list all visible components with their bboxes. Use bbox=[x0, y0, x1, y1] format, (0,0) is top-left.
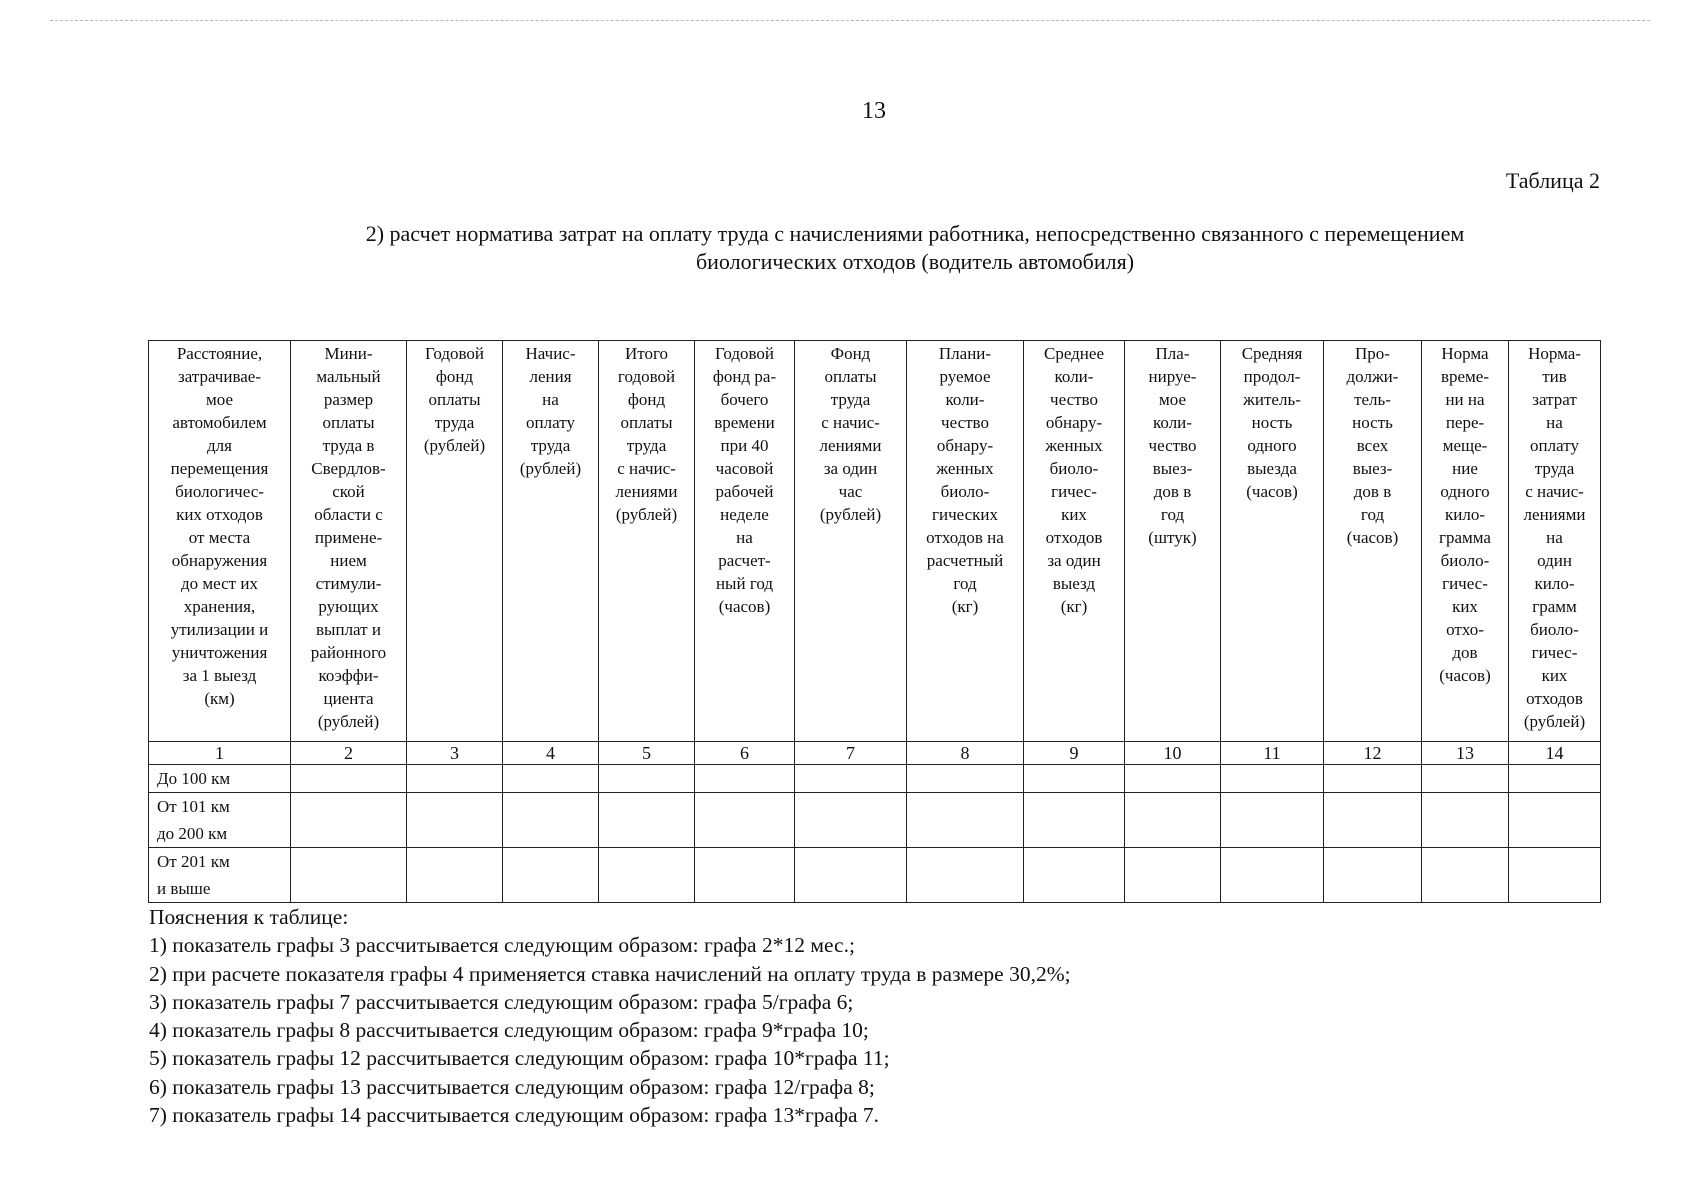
table-cell bbox=[1324, 793, 1422, 848]
table-cell bbox=[1024, 765, 1125, 793]
note-item: 4) показатель графы 8 рассчитывается следующим образом: графа 9*графа 10; bbox=[149, 1018, 869, 1043]
column-header-6: Годовой фонд ра- бочего времени при 40 часовой рабочей неделе на расчет- ный год (часов) bbox=[695, 341, 795, 742]
distance-cell bbox=[149, 848, 291, 903]
column-header-12: Про- должи- тель- ность всех выез- дов в год (часов) bbox=[1324, 341, 1422, 742]
column-header-2: Мини- мальный размер оплаты труда в Свердлов- ской области с примене- нием стимули- рующих выплат и районного коэффи- циента (рублей) bbox=[291, 341, 407, 742]
table-cell bbox=[1221, 765, 1324, 793]
note-item: 7) показатель графы 14 рассчитывается следующим образом: графа 13*графа 7. bbox=[149, 1103, 880, 1128]
column-number: 6 bbox=[695, 742, 795, 765]
column-number: 7 bbox=[795, 742, 907, 765]
note-item: 1) показатель графы 3 рассчитывается следующим образом: графа 2*12 мес.; bbox=[149, 933, 855, 958]
table-row bbox=[149, 848, 1601, 903]
table-cell bbox=[1422, 848, 1509, 903]
table-cell bbox=[795, 848, 907, 903]
column-number-row bbox=[149, 742, 1601, 765]
column-number: 2 bbox=[291, 742, 407, 765]
table-cell bbox=[1024, 793, 1125, 848]
table-cell bbox=[1324, 848, 1422, 903]
note-item: 3) показатель графы 7 рассчитывается следующим образом: графа 5/графа 6; bbox=[149, 989, 854, 1014]
table-cell bbox=[1509, 765, 1601, 793]
table-cell bbox=[407, 765, 503, 793]
table-cell bbox=[1509, 848, 1601, 903]
column-number: 12 bbox=[1324, 742, 1422, 765]
table-cell bbox=[1221, 793, 1324, 848]
column-number: 14 bbox=[1509, 742, 1601, 765]
document-title-line-2: биологических отходов (водитель автомобиля) bbox=[695, 249, 1135, 274]
table-cell bbox=[1024, 848, 1125, 903]
distance-label: От 101 км bbox=[157, 797, 230, 816]
table-cell bbox=[1324, 765, 1422, 793]
table-cell bbox=[291, 765, 407, 793]
note-item: 5) показатель графы 12 рассчитывается следующим образом: графа 10*графа 11; bbox=[149, 1046, 890, 1071]
distance-label-continued: и выше bbox=[157, 879, 211, 898]
column-number: 8 bbox=[907, 742, 1024, 765]
table-cell bbox=[599, 793, 695, 848]
distance-cell bbox=[149, 793, 291, 848]
table-cell bbox=[1125, 848, 1221, 903]
table-cell bbox=[907, 848, 1024, 903]
table-cell bbox=[291, 848, 407, 903]
column-number: 4 bbox=[503, 742, 599, 765]
table-notes bbox=[149, 903, 1599, 1129]
table-cell bbox=[1422, 765, 1509, 793]
column-header-5: Итого годовой фонд оплаты труда с начис- лениями (рублей) bbox=[599, 341, 695, 742]
table-cell bbox=[695, 793, 795, 848]
table-cell bbox=[907, 765, 1024, 793]
table-cell bbox=[795, 765, 907, 793]
notes-heading: Пояснения к таблице: bbox=[149, 905, 349, 929]
table-cell bbox=[407, 848, 503, 903]
table-cell bbox=[599, 765, 695, 793]
column-number: 1 bbox=[149, 742, 291, 765]
table-cell bbox=[1509, 793, 1601, 848]
table-cell bbox=[291, 793, 407, 848]
scan-artifact-line bbox=[50, 20, 1650, 21]
document-title bbox=[300, 220, 1530, 276]
column-header-10: Пла- нируе- мое коли- чество выез- дов в год (штук) bbox=[1125, 341, 1221, 742]
table-cell bbox=[407, 793, 503, 848]
column-number: 13 bbox=[1422, 742, 1509, 765]
column-number: 9 bbox=[1024, 742, 1125, 765]
column-number: 11 bbox=[1221, 742, 1324, 765]
norm-calculation-table bbox=[148, 340, 1601, 903]
distance-label: До 100 км bbox=[157, 769, 231, 788]
note-item: 2) при расчете показателя графы 4 применяется ставка начислений на оплату труда в размере 30,2%; bbox=[149, 961, 1071, 986]
distance-cell bbox=[149, 765, 291, 793]
table-cell bbox=[503, 765, 599, 793]
table-row bbox=[149, 793, 1601, 848]
table-cell bbox=[1125, 765, 1221, 793]
table-cell bbox=[795, 793, 907, 848]
distance-label-continued: до 200 км bbox=[157, 824, 228, 843]
header-row bbox=[149, 341, 1601, 742]
column-number: 5 bbox=[599, 742, 695, 765]
column-header-11: Средняя продол- житель- ность одного выезда (часов) bbox=[1221, 341, 1324, 742]
table-cell bbox=[503, 848, 599, 903]
table-row bbox=[149, 765, 1601, 793]
column-header-13: Норма време- ни на пере- меще- ние одного кило- грамма биоло- гичес- ких отхо- дов (часов) bbox=[1422, 341, 1509, 742]
column-header-1: Расстояние, затрачивае- мое автомобилем для перемещения биологичес- ких отходов от места обнаружения до мест их хранения, утилизации и уничтожения за 1 выезд (км) bbox=[149, 341, 291, 742]
page-number: 13 bbox=[862, 98, 886, 124]
note-item: 6) показатель графы 13 рассчитывается следующим образом: графа 12/графа 8; bbox=[149, 1074, 875, 1099]
column-header-4: Начис- ления на оплату труда (рублей) bbox=[503, 341, 599, 742]
table-cell bbox=[907, 793, 1024, 848]
document-title-line-1: 2) расчет норматива затрат на оплату труда с начислениями работника, непосредственно связанного с перемещением bbox=[365, 221, 1465, 246]
distance-label: От 201 км bbox=[157, 852, 230, 871]
table-cell bbox=[695, 848, 795, 903]
column-header-8: Плани- руемое коли- чество обнару- женных биоло- гических отходов на расчетный год (кг) bbox=[907, 341, 1024, 742]
table-cell bbox=[1125, 793, 1221, 848]
table-cell bbox=[599, 848, 695, 903]
column-number: 10 bbox=[1125, 742, 1221, 765]
column-header-14: Норма- тив затрат на оплату труда с начис- лениями на один кило- грамм биоло- гичес- ких отходов (рублей) bbox=[1509, 341, 1601, 742]
column-header-3: Годовой фонд оплаты труда (рублей) bbox=[407, 341, 503, 742]
table-label: Таблица 2 bbox=[1505, 168, 1600, 193]
table-cell bbox=[1221, 848, 1324, 903]
table-cell bbox=[1422, 793, 1509, 848]
table-cell bbox=[503, 793, 599, 848]
column-header-9: Среднее коли- чество обнару- женных биоло- гичес- ких отходов за один выезд (кг) bbox=[1024, 341, 1125, 742]
column-header-7: Фонд оплаты труда с начис- лениями за один час (рублей) bbox=[795, 341, 907, 742]
column-number: 3 bbox=[407, 742, 503, 765]
table-cell bbox=[695, 765, 795, 793]
